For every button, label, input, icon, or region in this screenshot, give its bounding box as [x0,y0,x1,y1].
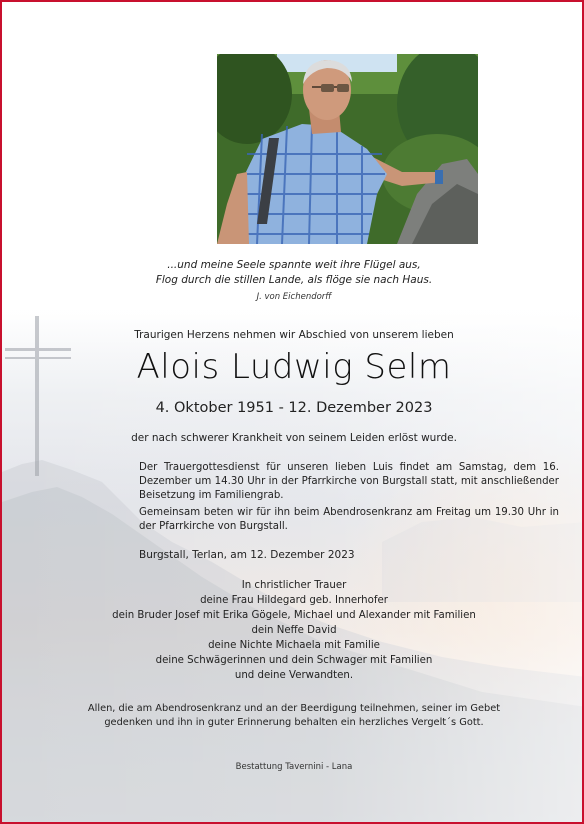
mourner-line: dein Bruder Josef mit Erika Gögele, Michael und Alexander mit Familien [112,610,476,621]
mourner-line: In christlicher Trauer [241,580,347,591]
thanks-line-1: Allen, die am Abendrosenkranz und an der Beerdigung teilnehmen, seiner im Gebet [87,703,501,714]
intro-text: Traurigen Herzens nehmen wir Abschied von unserem lieben [134,329,454,341]
cause-text: der nach schwerer Krankheit von seinem Leiden erlöst wurde. [131,432,457,444]
mourner-line: und deine Verwandten. [234,670,354,681]
mourners-list [2,578,584,683]
undertaker-credit: Bestattung Tavernini - Lana [235,762,353,772]
quote-line-2: Flog durch die stillen Lande, als flöge sie nach Haus. [155,274,433,286]
funeral-service-text: Der Trauergottesdienst für unseren lieben Luis findet am Samstag, dem 16. Dezember um 14.30 Uhr in der Pfarrkirche von Burgstall statt, mit anschließender Beisetzung im Familiengrab. [139,462,559,501]
quote-author: J. von Eichendorff [256,292,332,302]
mourner-line: deine Nichte Michaela mit Familie [208,640,380,651]
mourner-line: dein Neffe David [251,625,337,636]
place-date: Burgstall, Terlan, am 12. Dezember 2023 [139,549,355,561]
thanks-text [2,702,584,730]
rosary-text: Gemeinsam beten wir für ihn beim Abendrosenkranz am Freitag um 19.30 Uhr in der Pfarrkirche von Burgstall. [139,507,559,532]
memorial-quote [2,258,584,288]
thanks-line-2: gedenken und ihn in guter Erinnerung behalten ein herzliches Vergelt´s Gott. [104,717,484,728]
mourner-line: deine Frau Hildegard geb. Innerhofer [200,595,388,606]
life-dates: 4. Oktober 1951 - 12. Dezember 2023 [155,400,433,416]
deceased-name: Alois Ludwig Selm [136,347,452,387]
mourner-line: deine Schwägerinnen und dein Schwager mit Familien [155,655,433,666]
portrait-photo [217,54,478,244]
quote-line-1: ...und meine Seele spannte weit ihre Flügel aus, [167,259,421,271]
